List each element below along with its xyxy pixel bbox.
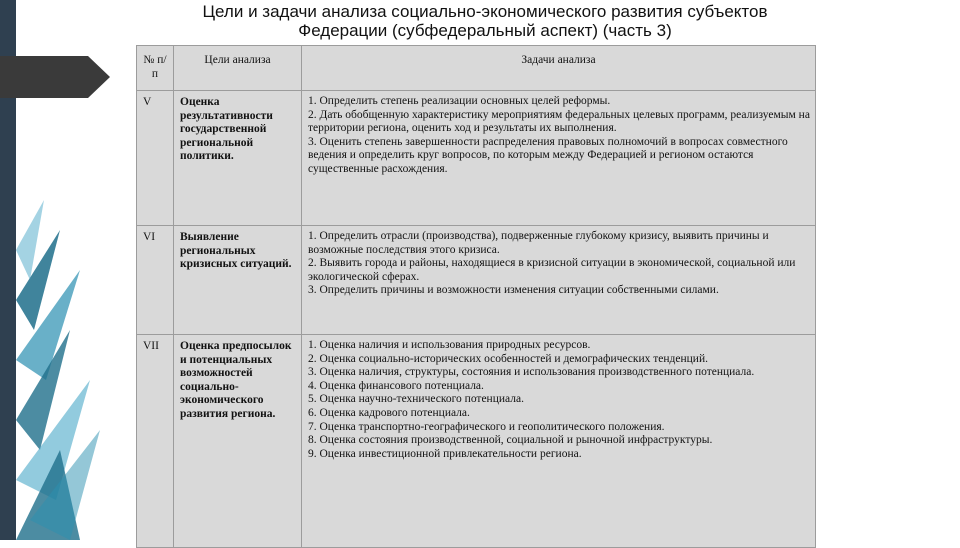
row-goal: Оценка результативности государственной региональной политики. (174, 91, 302, 226)
row-goal: Выявление региональных кризисных ситуаций. (174, 226, 302, 335)
header-goals: Цели анализа (174, 46, 302, 91)
task-item: 2. Оценка социально-исторических особенностей и демографических тенденций. (308, 352, 708, 365)
task-item: 2. Выявить города и районы, находящиеся в кризисной ситуации в экономической, социальной или экологической сферах. (308, 257, 796, 283)
analysis-table (136, 45, 816, 548)
title-line-1: Цели и задачи анализа социально-экономического развития субъектов (202, 2, 768, 21)
row-number: VI (137, 226, 174, 335)
row-number: V (137, 91, 174, 226)
task-item: 8. Оценка состояния производственной, социальной и рыночной инфраструктуры. (308, 434, 713, 447)
task-item: 1. Оценка наличия и использования природных ресурсов. (308, 339, 591, 351)
slide-title (140, 2, 830, 40)
row-goal: Оценка предпосылок и потенциальных возможностей социально-экономического развития региона. (174, 335, 302, 548)
header-row (137, 46, 816, 91)
task-item: 4. Оценка финансового потенциала. (308, 379, 484, 392)
task-item: 7. Оценка транспортно-географического и геополитического положения. (308, 420, 665, 433)
table-row (137, 226, 816, 335)
task-item: 2. Дать обобщенную характеристику мероприятиям федеральных целевых программ, реализуемым на территории региона, оценить ход и результаты их выполнения. (308, 108, 810, 135)
task-item: 3. Определить причины и возможности изменения ситуации собственными силами. (308, 284, 719, 297)
header-tasks: Задачи анализа (302, 46, 816, 91)
task-item: 1. Определить отрасли (производства), подверженные глубокому кризису, выявить причины и возможные последствия этого кризиса. (308, 230, 769, 256)
table-row (137, 335, 816, 548)
task-item: 5. Оценка научно-технического потенциала. (308, 393, 524, 406)
task-item: 3. Оценить степень завершенности распределения правовых полномочий в вопросах совместного ведения и определить круг вопросов, по которым между Федерацией и регионом остаются существенные расхождения. (308, 135, 788, 175)
table-row (137, 91, 816, 226)
task-item: 3. Оценка наличия, структуры, состояния и использования производственного потенциала. (308, 366, 755, 379)
header-number: № п/п (137, 46, 174, 91)
row-number: VII (137, 335, 174, 548)
section-marker-arrow (0, 56, 110, 98)
row-tasks (302, 91, 816, 226)
title-line-2: Федерации (субфедеральный аспект) (часть 3) (298, 21, 672, 40)
task-item: 1. Определить степень реализации основных целей реформы. (308, 95, 611, 107)
row-tasks (302, 226, 816, 335)
task-item: 9. Оценка инвестиционной привлекательности региона. (308, 447, 582, 460)
task-item: 6. Оценка кадрового потенциала. (308, 406, 470, 419)
row-tasks (302, 335, 816, 548)
